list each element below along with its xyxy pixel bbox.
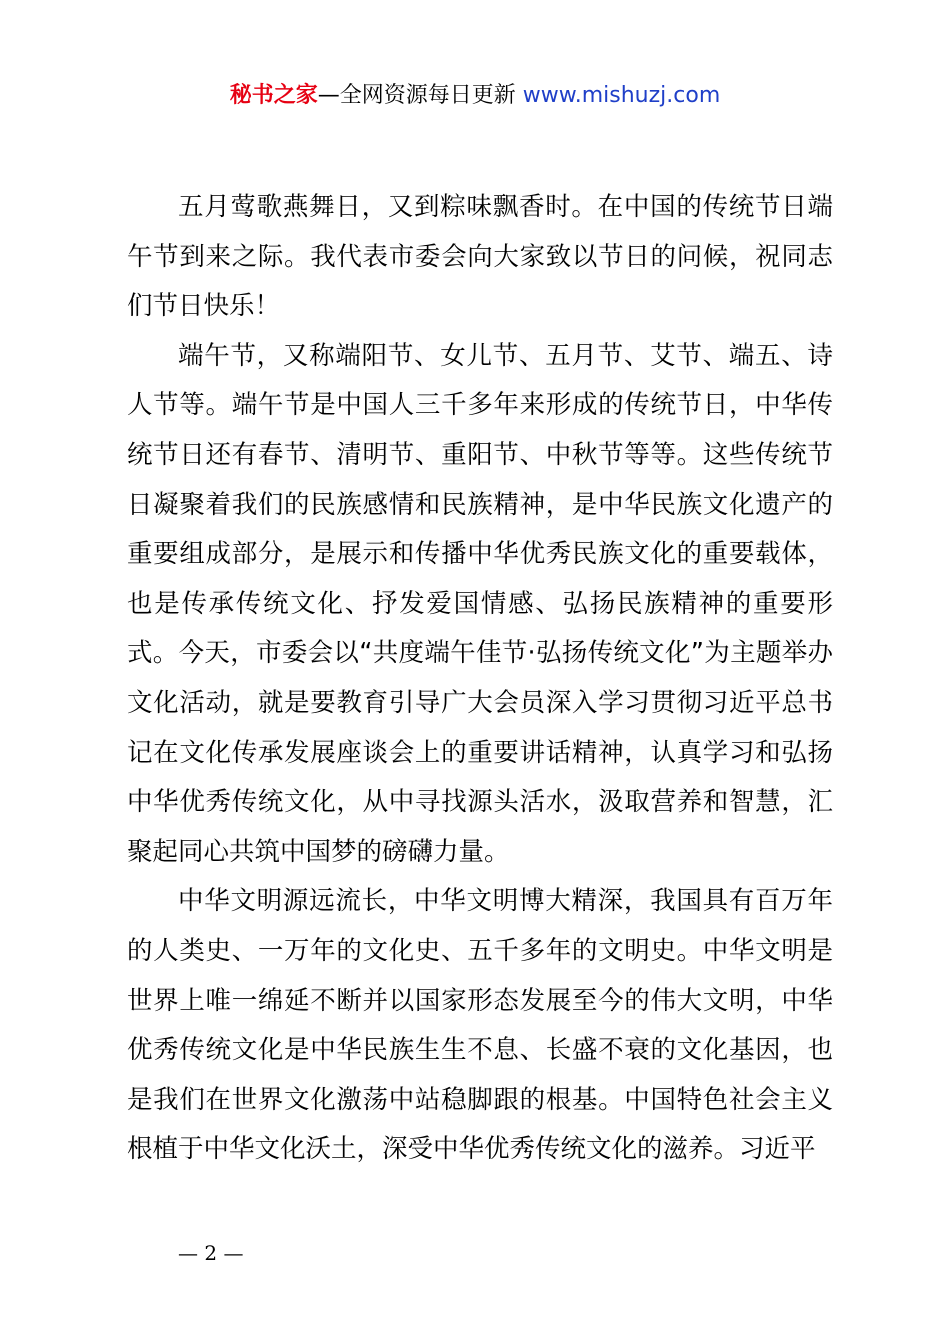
- paragraph-greeting: 五月莺歌燕舞日，又到粽味飘香时。在中国的传统节日端午节到来之际。我代表市委会向大家致以节日的问候，祝同志们节日快乐！: [127, 192, 833, 322]
- site-url[interactable]: www.mishuzj.com: [522, 83, 721, 108]
- document-body: [127, 183, 833, 1175]
- paragraph-dragon-boat-festival: 端午节，又称端阳节、女儿节、五月节、艾节、端五、诗人节等。端午节是中国人三千多年来形成的传统节日，中华传统节日还有春节、清明节、重阳节、中秋节等等。这些传统节日凝聚着我们的民族感情和民族精神，是中华民族文化遗产的重要组成部分，是展示和传播中华优秀民族文化的重要载体，也是传承传统文化、抒发爱国情感、弘扬民族精神的重要形式。今天，市委会以“共度端午佳节·弘扬传统文化”为主题举办文化活动，就是要教育引导广大会员深入学习贯彻习近平总书记在文化传承发展座谈会上的重要讲话精神，认真学习和弘扬中华优秀传统文化，从中寻找源头活水，汲取营养和智慧，汇聚起同心共筑中国梦的磅礴力量。: [127, 340, 833, 867]
- brand-name: 秘书之家: [229, 83, 318, 108]
- paragraph-chinese-civilization: 中华文明源远流长，中华文明博大精深，我国具有百万年的人类史、一万年的文化史、五千多年的文明史。中华文明是世界上唯一绵延不断并以国家形态发展至今的伟大文明，中华优秀传统文化是中华民族生生不息、长盛不衰的文化基因，也是我们在世界文化激荡中站稳脚跟的根基。中国特色社会主义根植于中华文化沃土，深受中华优秀传统文化的滋养。习近平: [127, 886, 833, 1165]
- page-number: — 2 —: [178, 1241, 244, 1265]
- header-tagline: —全网资源每日更新: [317, 83, 523, 108]
- site-header: [0, 80, 950, 112]
